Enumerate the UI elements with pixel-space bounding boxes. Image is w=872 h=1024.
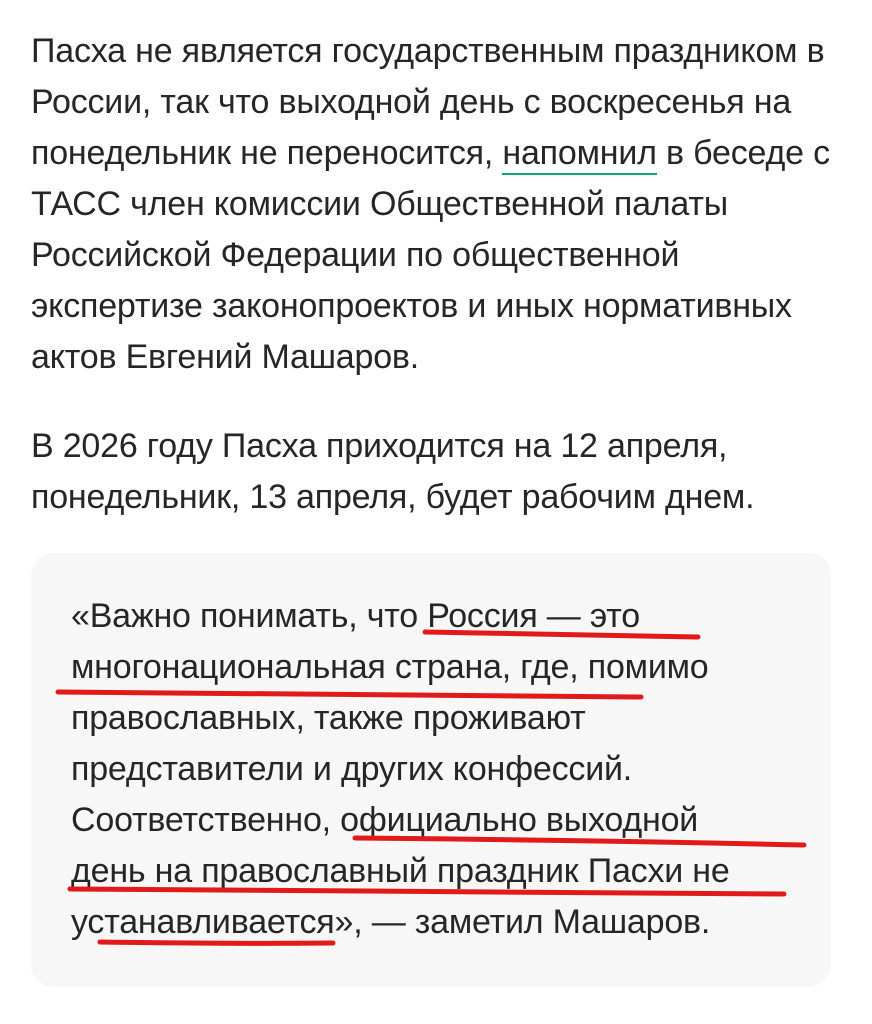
quote-block [31, 553, 831, 987]
source-link[interactable]: напомнил [502, 134, 656, 175]
quote-line: «Важно понимать, что Россия — это [71, 597, 640, 635]
quote-line: православных, также проживают [71, 699, 586, 737]
quote-line: устанавливается», — заметил Машаров. [71, 903, 711, 941]
article-body [31, 26, 851, 523]
quote-line: день на православный праздник Пасхи не [71, 852, 730, 890]
article-paragraph: В 2026 году Пасха приходится на 12 апреля, понедельник, 13 апреля, будет рабочим днем. [31, 427, 755, 516]
article-paragraph [31, 26, 851, 383]
quote-text [71, 591, 791, 948]
quote-line: многонациональная страна, где, помимо [71, 648, 709, 686]
paragraph-tail-text: в беседе с ТАСС член комиссии Общественной палаты Российской Федерации по общественной экспертизе законопроектов и иных нормативных актов Евгений Машаров. [31, 134, 830, 376]
quote-line: Соответственно, официально выходной [71, 801, 699, 839]
paragraph-lead-text: Пасха не является государственным праздником в России, так что выходной день с воскресенья на понедельник не переносится, [31, 32, 825, 172]
quote-line: представители и других конфессий. [71, 750, 633, 788]
